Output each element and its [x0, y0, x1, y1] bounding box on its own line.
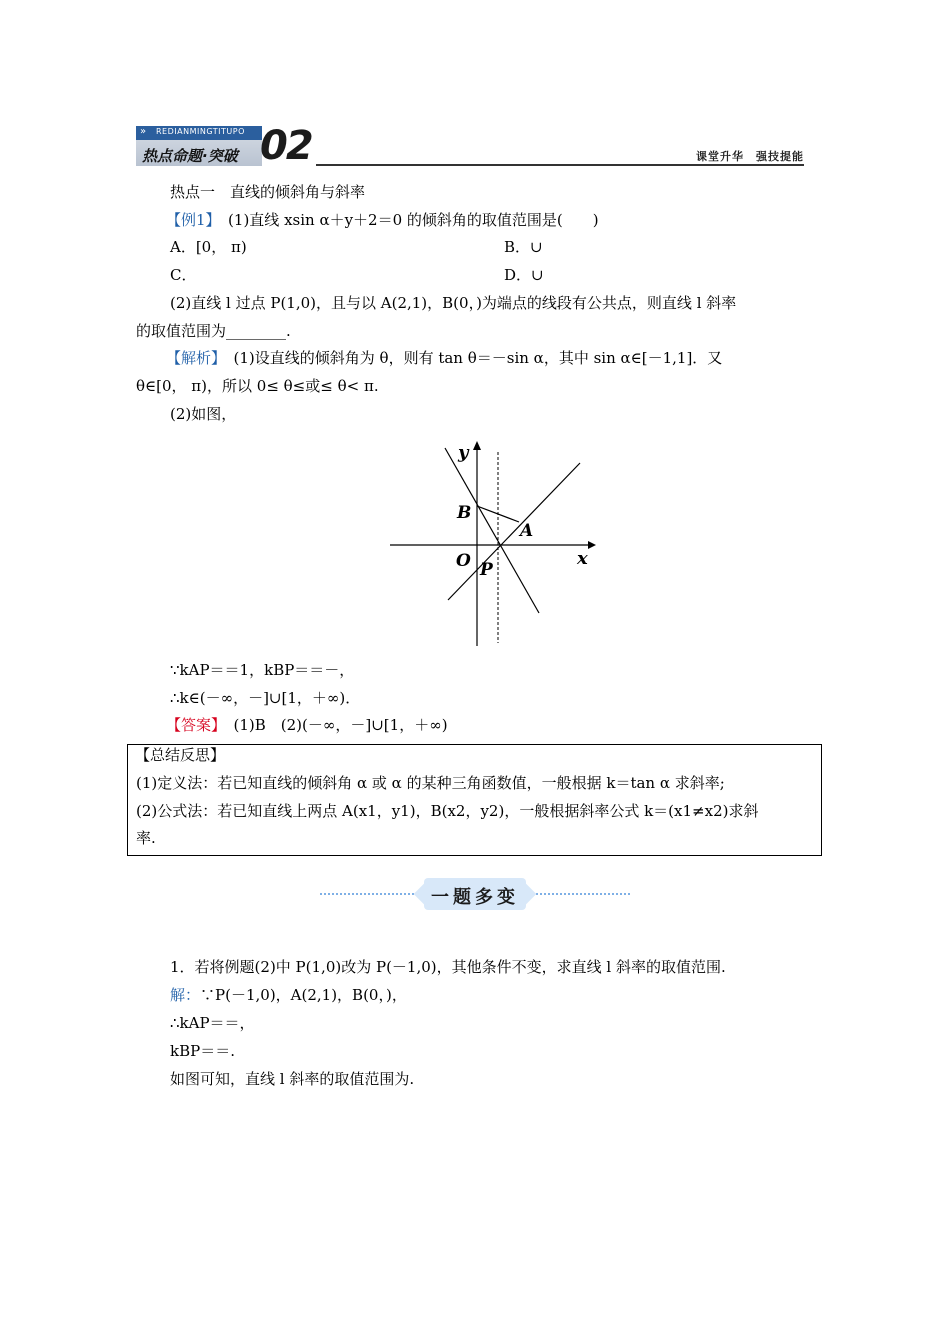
example-q1-text: (1)直线 xsin α＋y＋2＝0 的倾斜角的取值范围是( )	[213, 211, 599, 229]
variant-solution-line3: kBP＝＝.	[170, 1042, 235, 1060]
banner-subtitle: 课堂升华 强技提能	[696, 150, 804, 163]
answer-line	[166, 715, 448, 735]
example-question-1	[166, 210, 599, 230]
y-axis-arrow	[473, 441, 481, 450]
option-b: B．∪	[504, 238, 543, 256]
summary-line2: (2)公式法：若已知直线上两点 A(x1，y1)，B(x2，y2)，一般根据斜率公式 k＝(x1≠x2)求斜	[136, 802, 759, 820]
analysis-line1	[166, 348, 722, 368]
summary-title: 【总结反思】	[135, 746, 226, 764]
variant-banner-label-box	[424, 878, 526, 910]
x-label: x	[577, 548, 588, 569]
origin-label: O	[456, 551, 471, 571]
x-axis-arrow	[588, 541, 596, 549]
section-title: 热点一 直线的倾斜角与斜率	[170, 183, 366, 201]
answer-label: 【答案】	[166, 716, 219, 734]
option-a: A．[0， π)	[170, 238, 247, 256]
variant-banner-text: 一题多变	[431, 887, 519, 908]
banner-pinyin: REDIANMINGTITUPO	[156, 127, 245, 136]
point-p-label: P	[480, 560, 493, 580]
banner-title: 热点命题·突破	[142, 147, 238, 165]
option-d: D．∪	[504, 266, 544, 284]
dotted-rule-left	[320, 893, 418, 895]
analysis-line4: ∵kAP＝＝1，kBP＝＝－，	[170, 661, 355, 679]
coordinate-figure	[388, 438, 600, 648]
summary-line3: 率.	[136, 829, 156, 847]
dotted-rule-right	[532, 893, 630, 895]
option-c: C．	[170, 266, 197, 284]
answer-text: (1)B (2)(－∞，－]∪[1，＋∞)	[218, 716, 448, 734]
summary-line1: (1)定义法：若已知直线的倾斜角 α 或 α 的某种三角函数值，一般根据 k＝tan α 求斜率;	[136, 774, 725, 792]
analysis-text1: (1)设直线的倾斜角为 θ，则有 tan θ＝－sin α，其中 sin α∈[－1,1]．又	[218, 349, 723, 367]
section-header-banner	[136, 123, 804, 169]
variant-solution-line1	[170, 985, 407, 1005]
example-q2-line1: (2)直线 l 过点 P(1,0)，且与以 A(2,1)，B(0，)为端点的线段有公共点，则直线 l 斜率	[170, 294, 737, 312]
variant-solution-line2: ∴kAP＝＝，	[170, 1014, 255, 1032]
double-chevron-icon: »	[140, 126, 147, 137]
example-q2-line2: 的取值范围为________.	[136, 322, 291, 340]
solution-text1: ∵P(－1,0)，A(2,1)，B(0，)，	[200, 986, 407, 1004]
analysis-line5: ∴k∈(－∞，－]∪[1，＋∞)．	[170, 689, 361, 707]
variant-question: 1．若将例题(2)中 P(1,0)改为 P(－1,0)，其他条件不变，求直线 l 斜率的取值范围.	[170, 958, 726, 976]
summary-box	[127, 744, 822, 856]
point-a-label: A	[520, 521, 534, 541]
analysis-label: 【解析】	[166, 349, 219, 367]
y-label: y	[458, 442, 469, 463]
example-label: 【例1】	[166, 211, 214, 229]
variant-solution-line4: 如图可知，直线 l 斜率的取值范围为.	[170, 1070, 415, 1088]
banner-number: 02	[260, 123, 312, 169]
analysis-line3: (2)如图，	[170, 405, 237, 423]
point-b-label: B	[457, 503, 472, 523]
variant-banner	[320, 874, 630, 914]
solution-label: 解：	[170, 986, 201, 1004]
analysis-line2: θ∈[0， π)，所以 0≤ θ≤或≤ θ< π.	[136, 377, 379, 395]
line-pa	[448, 463, 580, 600]
banner-rule	[316, 164, 804, 166]
